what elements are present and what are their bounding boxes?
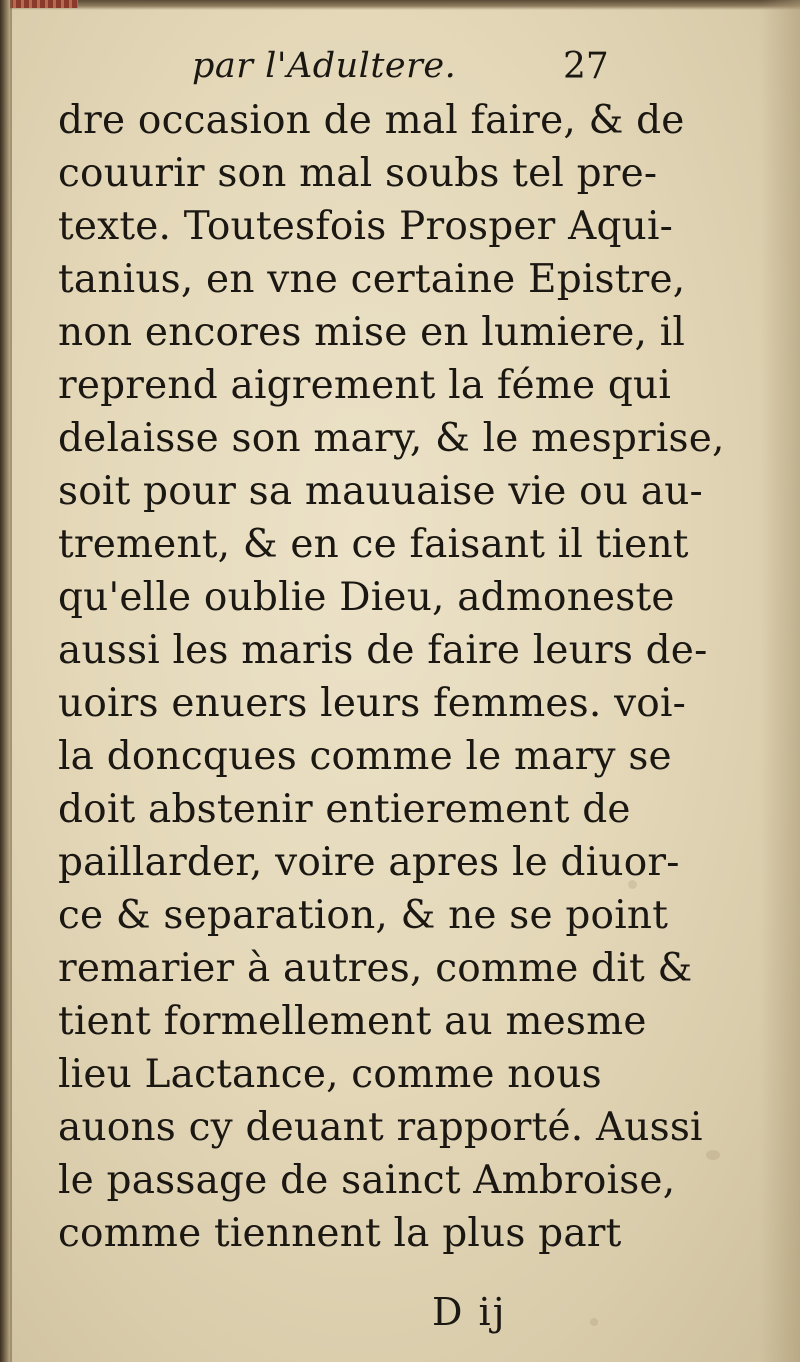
text-line: reprend aigrement la féme qui: [58, 363, 672, 408]
foxing-spot: [706, 1150, 720, 1160]
running-title: par l'Adultere.: [192, 46, 457, 86]
foxing-spot: [590, 1318, 598, 1326]
text-line: dre occasion de mal faire, & de: [58, 98, 685, 143]
signature-mark: D ij: [432, 1290, 507, 1334]
text-line: ce & separation, & ne se point: [58, 893, 669, 938]
text-line: remarier à autres, comme dit &: [58, 946, 693, 991]
text-line: auons cy deuant rapporté. Aussi: [58, 1105, 703, 1150]
text-line: texte. Toutesfois Prosper Aqui-: [58, 204, 674, 249]
text-line: delaisse son mary, & le mesprise,: [58, 416, 725, 461]
text-line: couurir son mal soubs tel pre-: [58, 151, 658, 196]
text-line: lieu Lactance, comme nous: [58, 1052, 602, 1097]
text-line: doit abstenir entierement de: [58, 787, 631, 832]
text-line: non encores mise en lumiere, il: [58, 310, 686, 355]
text-line: paillarder, voire apres le diuor-: [58, 840, 680, 885]
text-line: le passage de sainct Ambroise,: [58, 1158, 676, 1203]
text-line: soit pour sa mauuaise vie ou au-: [58, 469, 703, 514]
body-text: [58, 94, 725, 1260]
text-line: qu'elle oublie Dieu, admoneste: [58, 575, 675, 620]
page-number: 27: [563, 46, 609, 87]
gutter-line: [10, 0, 12, 1362]
text-line: tanius, en vne certaine Epistre,: [58, 257, 686, 302]
top-edge-strip: [0, 0, 800, 10]
page-header: [0, 46, 800, 96]
page-edge-shade: [760, 0, 800, 1362]
text-line: trement, & en ce faisant il tient: [58, 522, 689, 567]
binding-gutter: [0, 0, 10, 1362]
text-line: tient formellement au mesme: [58, 999, 647, 1044]
text-line: la doncques comme le mary se: [58, 734, 672, 779]
text-line: uoirs enuers leurs femmes. voi-: [58, 681, 687, 726]
text-line: aussi les maris de faire leurs de-: [58, 628, 708, 673]
text-line: comme tiennent la plus part: [58, 1211, 622, 1256]
